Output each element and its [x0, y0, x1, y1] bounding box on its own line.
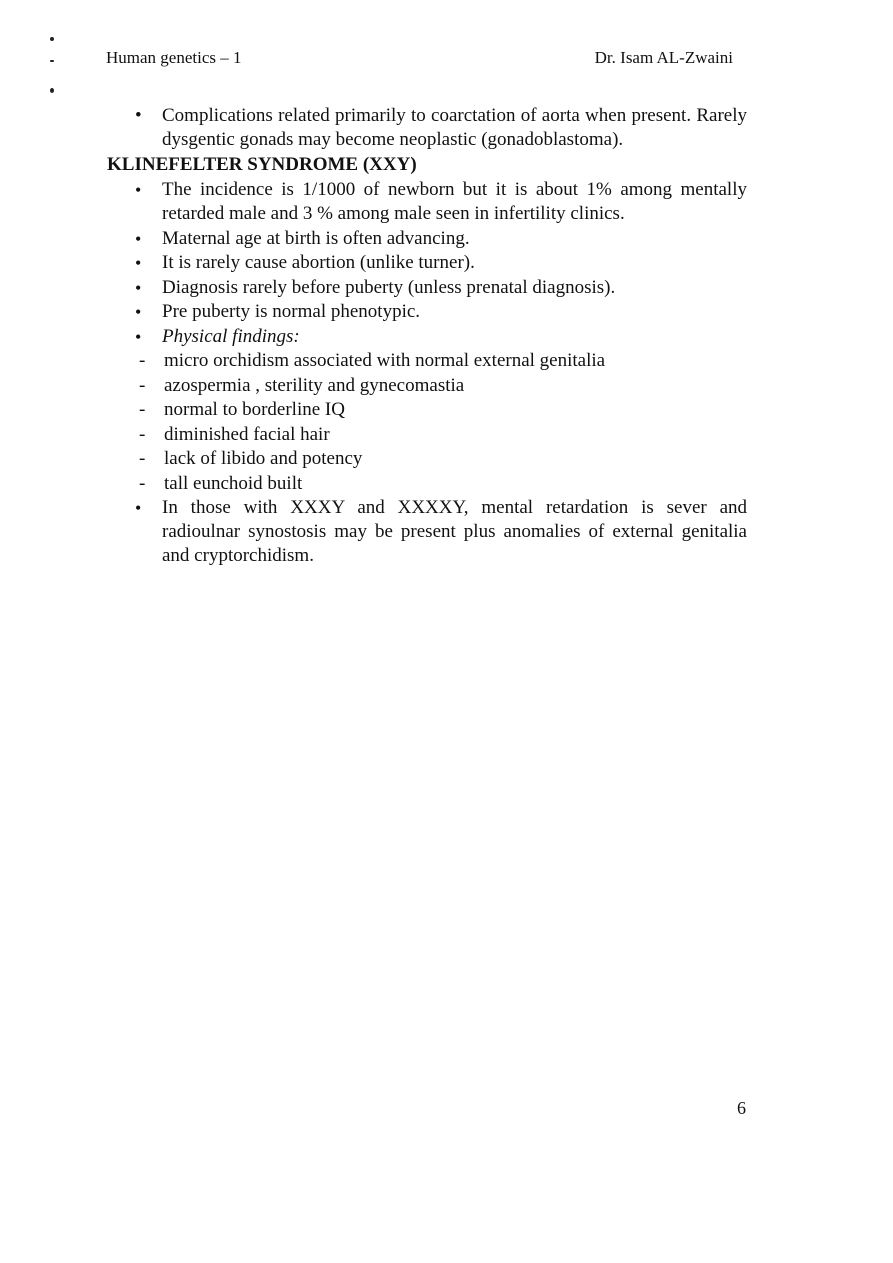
- dash-icon: -: [139, 448, 146, 469]
- bullet-icon: •: [135, 277, 142, 298]
- list-item-text: normal to borderline IQ: [164, 399, 345, 420]
- list-item-text: It is rarely cause abortion (unlike turner).: [162, 252, 475, 273]
- margin-dot-mark: [50, 88, 54, 93]
- bullet-icon: •: [135, 326, 142, 347]
- header-author: Dr. Isam AL-Zwaini: [594, 48, 733, 67]
- list-item: [107, 227, 747, 251]
- list-item: [107, 447, 747, 471]
- list-item: [107, 374, 747, 398]
- document-body: [107, 104, 747, 569]
- bullet-icon: •: [135, 180, 142, 200]
- margin-dot-mark: [50, 37, 54, 41]
- list-item: [107, 325, 747, 349]
- dash-icon: -: [139, 350, 146, 371]
- header-course-title: Human genetics – 1: [106, 48, 242, 67]
- list-item-text: tall eunchoid built: [164, 472, 303, 494]
- list-item-text: Diagnosis rarely before puberty (unless prenatal diagnosis).: [162, 276, 616, 298]
- list-item: [107, 496, 747, 568]
- list-item-text: diminished facial hair: [164, 423, 330, 445]
- section-list: [107, 178, 747, 568]
- list-item: [107, 178, 747, 226]
- list-item-text: micro orchidism associated with normal external genitalia: [164, 350, 606, 371]
- list-item: [107, 423, 747, 447]
- list-item: [107, 472, 747, 496]
- list-item-text: azospermia , sterility and gynecomastia: [164, 374, 465, 396]
- intro-bullet-item: [107, 104, 747, 152]
- list-item: [107, 276, 747, 300]
- dash-icon: -: [139, 472, 146, 494]
- list-item-text: In those with XXXY and XXXXY, mental retardation is sever and radioulnar synostosis may be present plus anomalies of external genitalia and cryptorchidism.: [162, 497, 747, 566]
- list-item: [107, 398, 747, 422]
- list-item: [107, 300, 747, 324]
- dash-icon: -: [139, 374, 146, 396]
- dash-icon: -: [139, 399, 146, 420]
- bullet-icon: •: [135, 105, 142, 126]
- list-item: [107, 349, 747, 373]
- page-number: 6: [737, 1098, 746, 1118]
- bullet-icon: •: [135, 498, 142, 518]
- bullet-icon: •: [135, 302, 142, 322]
- list-item-text: Maternal age at birth is often advancing.: [162, 227, 470, 249]
- bullet-icon: •: [135, 253, 142, 273]
- list-item-text: Pre puberty is normal phenotypic.: [162, 301, 421, 322]
- list-item-text: The incidence is 1/1000 of newborn but it is about 1% among mentally retarded male and 3 % among male seen in infertility clinics.: [162, 179, 747, 224]
- list-item: [107, 251, 747, 275]
- list-item-text: Physical findings:: [162, 325, 300, 347]
- bullet-icon: •: [135, 228, 142, 249]
- list-item-text: lack of libido and potency: [164, 448, 363, 469]
- dash-icon: -: [139, 423, 146, 445]
- intro-bullet-text: Complications related primarily to coarctation of aorta when present. Rarely dysgentic gonads may become neoplastic (gonadoblastoma).: [162, 105, 747, 150]
- section-heading: KLINEFELTER SYNDROME (XXY): [107, 154, 417, 175]
- margin-dash-mark: [50, 60, 54, 62]
